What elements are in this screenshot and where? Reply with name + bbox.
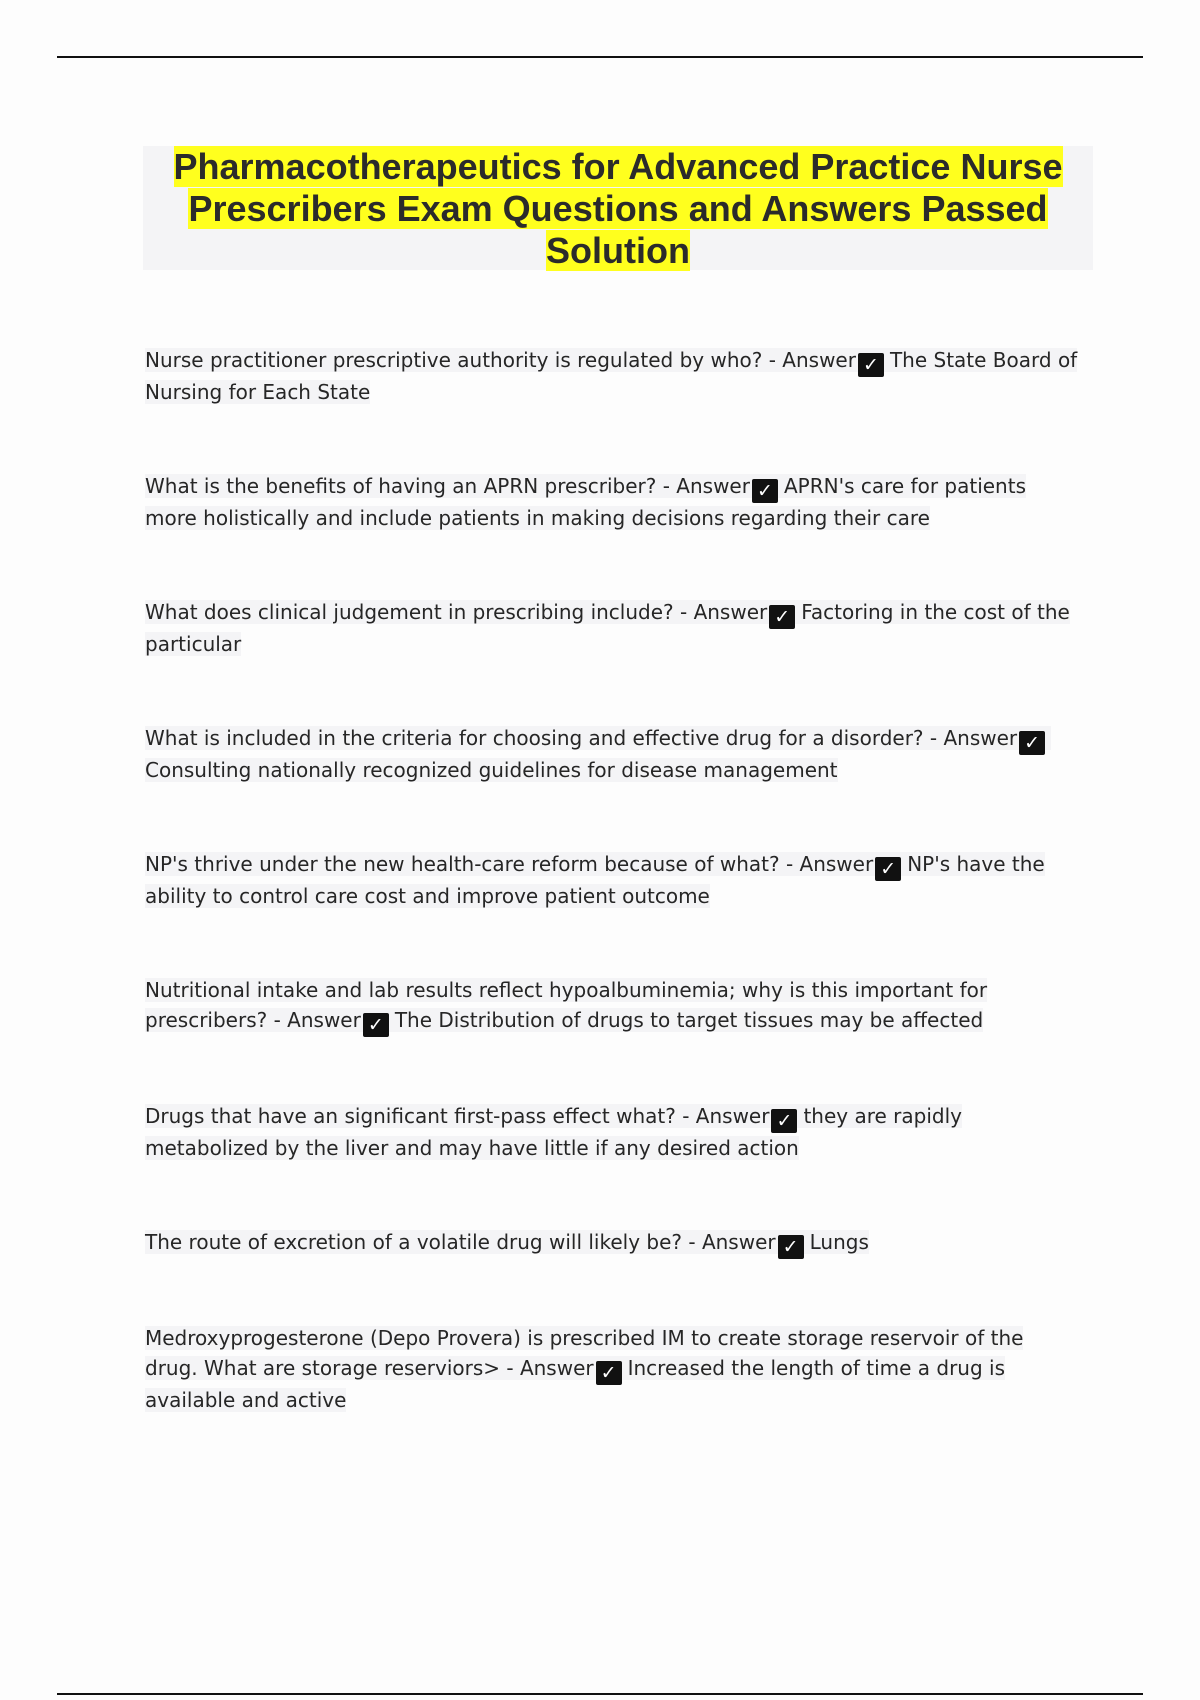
qa-item	[145, 471, 1080, 533]
answer-text: Consulting nationally recognized guidelines for disease management	[145, 758, 838, 782]
document-title-heading	[143, 146, 1093, 272]
checkmark-icon: ✓	[596, 1361, 622, 1385]
question-text: Nutritional intake and lab results reflect hypoalbuminemia; why is this important for prescribers? - Answer	[145, 978, 988, 1032]
answer-text: they are rapidly metabolized by the liver and may have little if any desired action	[145, 1104, 963, 1160]
qa-item	[145, 1323, 1080, 1415]
checkmark-icon: ✓	[769, 605, 795, 629]
checkmark-icon: ✓	[363, 1013, 389, 1037]
answer-text: Factoring in the cost of the particular	[145, 600, 1070, 656]
qa-item	[145, 1227, 1080, 1259]
answer-text: The State Board of Nursing for Each State	[145, 348, 1078, 404]
answer-text: The Distribution of drugs to target tissues may be affected	[394, 1008, 984, 1032]
title-block	[143, 146, 1093, 270]
answer-text: Increased the length of time a drug is available and active	[145, 1356, 1006, 1412]
question-text: The route of excretion of a volatile drug will likely be? - Answer	[145, 1230, 776, 1254]
question-text: Drugs that have an significant first-pass effect what? - Answer	[145, 1104, 770, 1128]
checkmark-icon: ✓	[778, 1235, 804, 1259]
qa-item	[145, 975, 1080, 1037]
document-title: Pharmacotherapeutics for Advanced Practice Nurse Prescribers Exam Questions and Answers Passed Solution	[173, 146, 1063, 271]
question-text: NP's thrive under the new health-care reform because of what? - Answer	[145, 852, 874, 876]
answer-text: NP's have the ability to control care cost and improve patient outcome	[145, 852, 1045, 908]
qa-item	[145, 597, 1080, 659]
qa-item	[145, 849, 1080, 911]
question-text: Nurse practitioner prescriptive authority is regulated by who? - Answer	[145, 348, 856, 372]
checkmark-icon: ✓	[771, 1109, 797, 1133]
qa-list	[145, 345, 1080, 1479]
answer-text: Lungs	[809, 1230, 869, 1254]
top-divider	[57, 56, 1143, 58]
checkmark-icon: ✓	[1019, 731, 1045, 755]
question-text: Medroxyprogesterone (Depo Provera) is prescribed IM to create storage reservoir of the drug. What are storage reserviors> - Answer	[145, 1326, 1024, 1380]
checkmark-icon: ✓	[875, 857, 901, 881]
qa-item	[145, 723, 1080, 785]
answer-text: APRN's care for patients more holistically and include patients in making decisions regarding their care	[145, 474, 1026, 530]
qa-item	[145, 345, 1080, 407]
checkmark-icon: ✓	[752, 479, 778, 503]
question-text: What is the benefits of having an APRN prescriber? - Answer	[145, 474, 750, 498]
qa-item	[145, 1101, 1080, 1163]
checkmark-icon: ✓	[858, 353, 884, 377]
question-text: What does clinical judgement in prescribing include? - Answer	[145, 600, 768, 624]
bottom-divider	[57, 1693, 1143, 1695]
question-text: What is included in the criteria for choosing and effective drug for a disorder? - Answer	[145, 726, 1018, 750]
